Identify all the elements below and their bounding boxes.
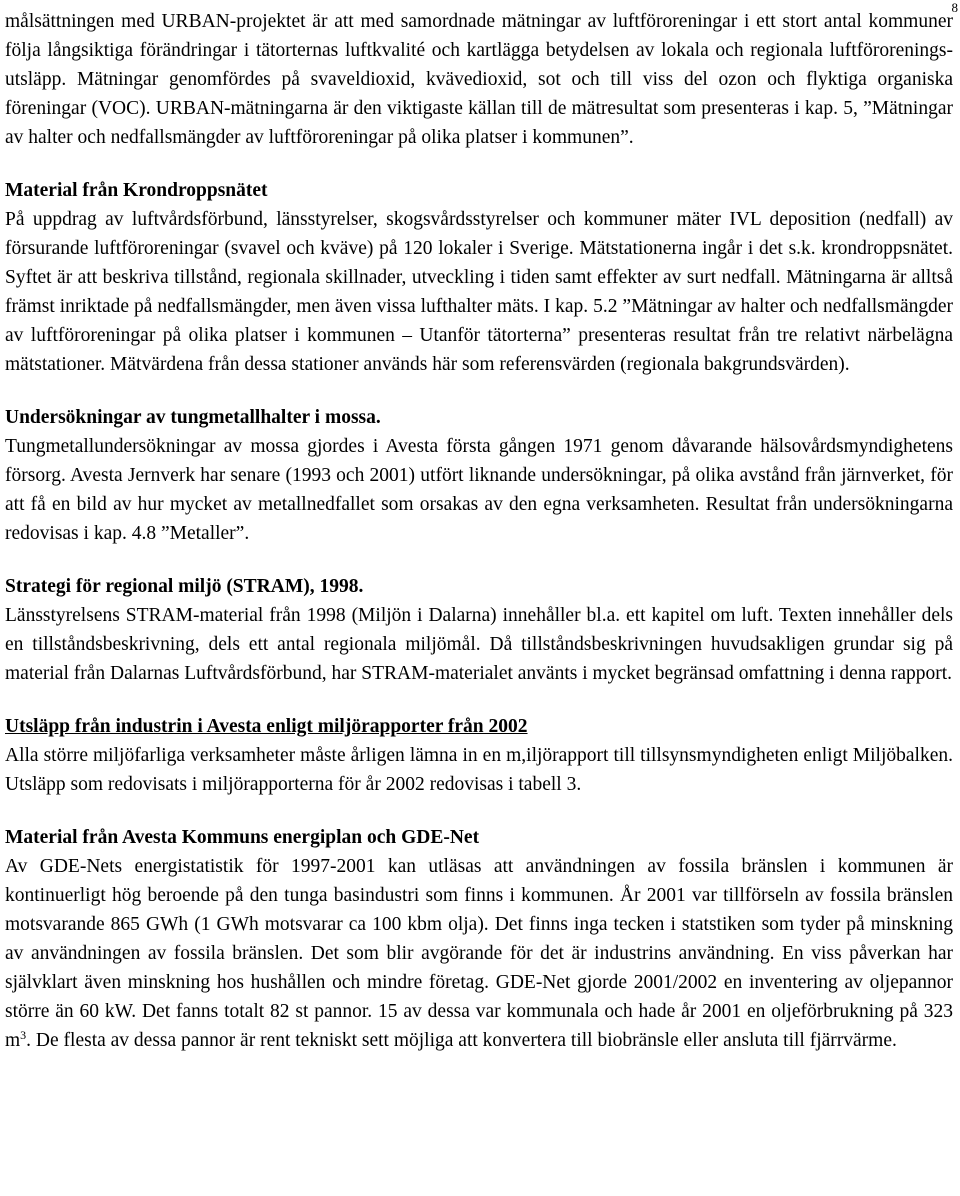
section-heading: Utsläpp från industrin i Avesta enligt miljörapporter från 2002 <box>5 716 528 737</box>
section-heading: Material från Avesta Kommuns energiplan och GDE-Net <box>5 827 480 848</box>
section-heading: Undersökningar av tungmetallhalter i mossa. <box>5 407 381 428</box>
section-utslapp <box>5 712 953 799</box>
paragraph-text: Av GDE-Nets energistatistik för 1997-2001 kan utläsas att användningen av fossila bränslen i kommunen är kontinuerligt hög beroende på den tunga basindustri som finns i kommunen. År 2001 var tillförseln av fossila bränslen motsvarande 865 GWh (1 GWh motsvarar ca 100 kbm olja). Det finns inga tecken i statstiken som tyder på minskning av användningen av fossila bränslen. Det som blir avgörande för det är industrins användning. En viss påverkan har självklart även minskning hos hushållen och mindre företag. GDE-Net gjorde 2001/2002 en inventering av oljepannor större än 60 kW. Det fanns totalt 82 st pannor. 15 av dessa var kommunala och hade år 2001 en oljeförbrukning på 323 m <box>5 856 953 1051</box>
superscript-3: 3 <box>20 1028 27 1042</box>
section-energiplan <box>5 823 953 1055</box>
section-paragraph: Alla större miljöfarliga verksamheter måste årligen lämna in en m,iljörapport till tillsynsmyndigheten enligt Miljöbalken. Utsläpp som redovisats i miljörapporterna för år 2002 redovisas i tabell 3. <box>5 745 953 795</box>
section-stram <box>5 572 953 688</box>
section-krondroppsnatet <box>5 176 953 379</box>
section-paragraph <box>5 852 953 1055</box>
intro-paragraph: målsättningen med URBAN-projektet är att med samordnade mätningar av luftföroreningar i ett stort antal kommuner följa långsiktiga förändringar i tätorternas luftkvalité och kartlägga betydelsen av lokala och regionala luftföroreningsutsläpp. Mätningar genomfördes på svaveldioxid, kvävedioxid, sot och till viss del ozon och flyktiga organiska föreningar (VOC). URBAN-mätningarna är den viktigaste källan till de mätresultat som presenteras i kap. 5, ”Mätningar av halter och nedfallsmängder av luftföroreningar på olika platser i kommunen”. <box>5 11 953 148</box>
section-heading: Strategi för regional miljö (STRAM), 1998. <box>5 576 364 597</box>
page-number: 8 <box>951 0 958 15</box>
document-body <box>5 7 953 1055</box>
section-heading: Material från Krondroppsnätet <box>5 180 268 201</box>
section-paragraph: På uppdrag av luftvårdsförbund, länsstyrelser, skogsvårdsstyrelser och kommuner mäter IVL deposition (nedfall) av försurande luftföroreningar (svavel och kväve) på 120 lokaler i Sverige. Mätstationerna ingår i det s.k. krondroppsnätet. Syftet är att beskriva tillstånd, regionala skillnader, utveckling i tiden samt effekter av surt nedfall. Mätningarna är alltså främst inriktade på nedfallsmängder, men även vissa lufthalter mäts. I kap. 5.2 ”Mätningar av halter och nedfallsmängder av luftföroreningar på olika platser i kommunen – Utanför tätorterna” presenteras resultat från tre relativt närbelägna mätstationer. Mätvärdena från dessa stationer används här som referensvärden (regionala bakgrundsvärden). <box>5 209 953 375</box>
paragraph-text: . De flesta av dessa pannor är rent tekniskt sett möjliga att konvertera till biobränsle eller ansluta till fjärrvärme. <box>26 1030 897 1051</box>
section-paragraph: Länsstyrelsens STRAM-material från 1998 (Miljön i Dalarna) innehåller bl.a. ett kapitel om luft. Texten innehåller dels en tillståndsbeskrivning, dels ett antal regionala miljömål. Då tillståndsbeskrivningen huvudsakligen grundar sig på material från Dalarnas Luftvårdsförbund, har STRAM-materialet använts i mycket begränsad omfattning i denna rapport. <box>5 605 953 684</box>
section-paragraph: Tungmetallundersökningar av mossa gjordes i Avesta första gången 1971 genom dåvarande hälsovårdsmyndighetens försorg. Avesta Jernverk har senare (1993 och 2001) utfört liknande undersökningar, på olika avstånd från järnverket, för att få en bild av hur mycket av metallnedfallet som orsakas av den egna verksamheten. Resultat från undersökningarna redovisas i kap. 4.8 ”Metaller”. <box>5 436 953 544</box>
section-tungmetall <box>5 403 953 548</box>
